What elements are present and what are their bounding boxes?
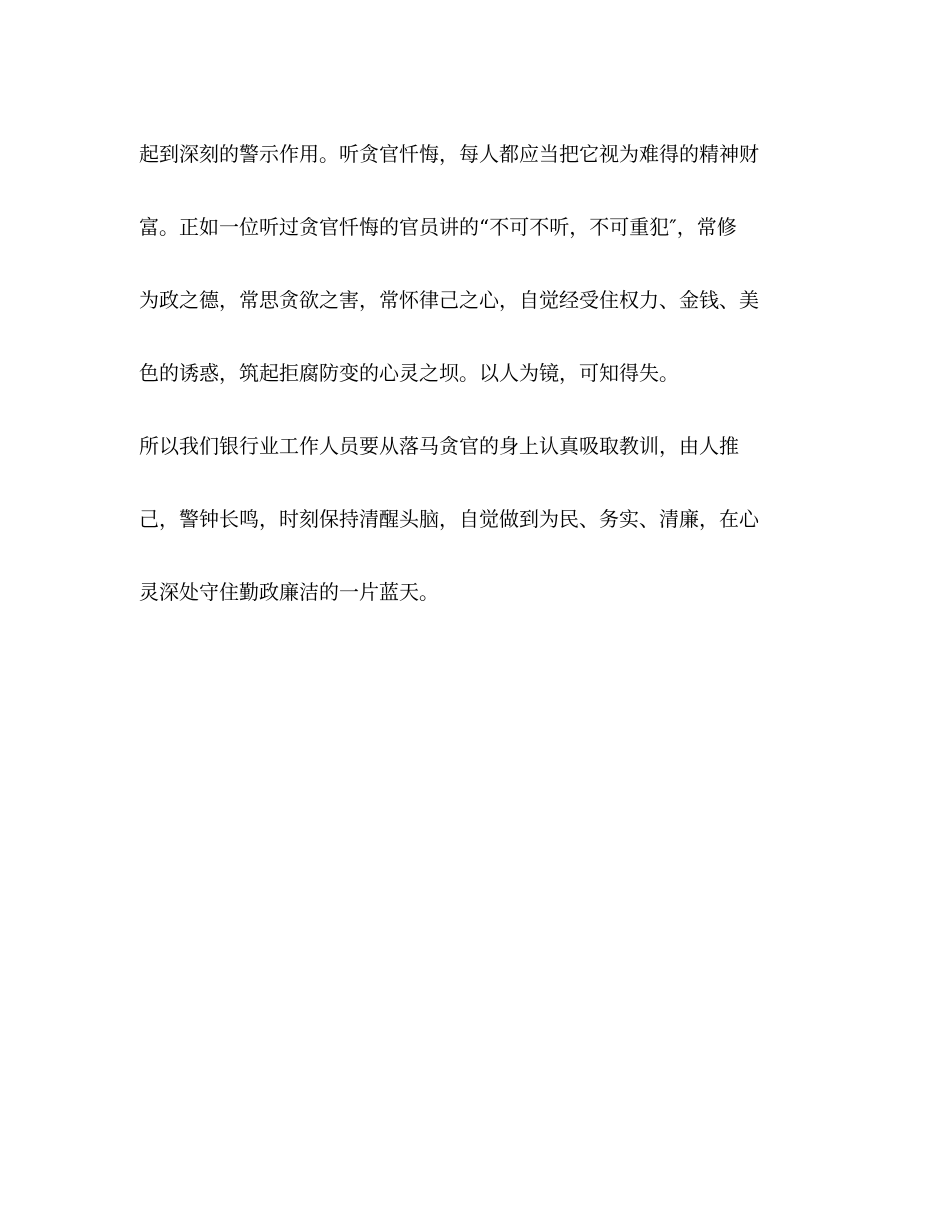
paragraph-line: 富。正如一位听过贪官忏悔的官员讲的“不可不听，不可重犯″，常修: [139, 215, 737, 239]
paragraph-line: 为政之德，常思贪欲之害，常怀律己之心，自觉经受住权力、金钱、美: [139, 288, 759, 312]
paragraph-line: 起到深刻的警示作用。听贪官忏悔，每人都应当把它视为难得的精神财: [139, 142, 759, 166]
paragraph-line: 灵深处守住勤政廉洁的一片蓝天。: [139, 580, 439, 604]
paragraph-line: 己，警钟长鸣，时刻保持清醒头脑，自觉做到为民、务实、清廉，在心: [139, 507, 759, 531]
paragraph-line: 所以我们银行业工作人员要从落马贪官的身上认真吸取教训，由人推: [139, 434, 739, 458]
paragraph-line: 色的诱惑，筑起拒腐防变的心灵之坝。以人为镜，可知得失。: [139, 361, 679, 385]
